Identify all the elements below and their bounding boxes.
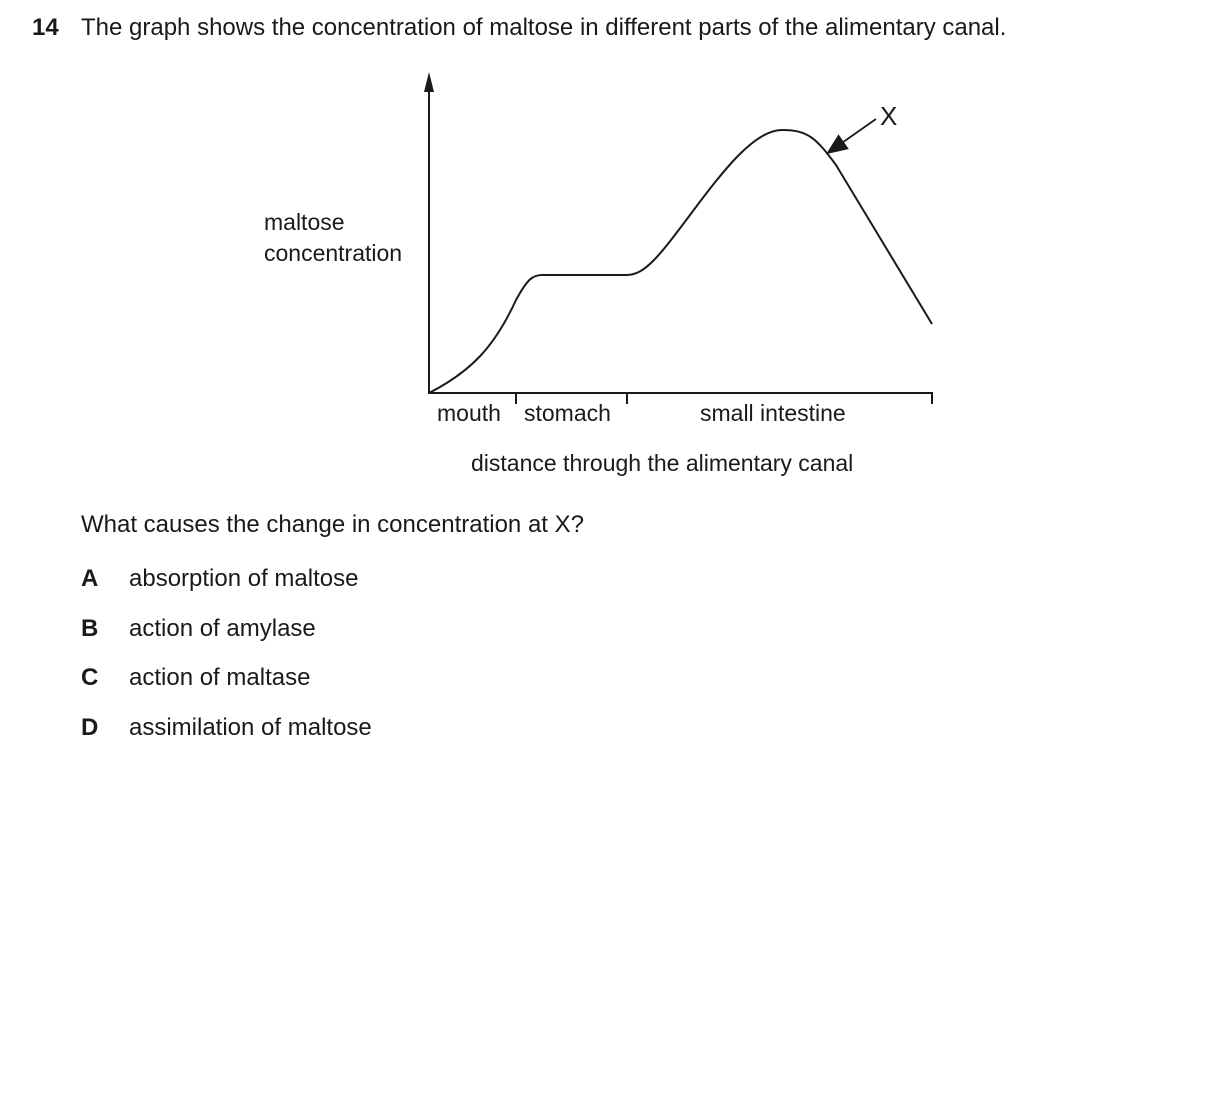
- question-stem: The graph shows the concentration of maltose in different parts of the alimentary canal.: [81, 14, 1007, 41]
- option-text: assimilation of maltose: [129, 714, 372, 741]
- y-axis-label-line2: concentration: [264, 240, 403, 266]
- x-axis-label: distance through the alimentary canal: [471, 450, 854, 476]
- y-axis-label: [264, 207, 402, 269]
- point-label-x: X: [880, 101, 898, 131]
- y-axis-label-line1: maltose: [264, 209, 345, 235]
- segment-label-small-intestine: small intestine: [700, 400, 846, 426]
- option-letter: B: [81, 615, 99, 642]
- option-text: absorption of maltose: [129, 565, 359, 592]
- option-d[interactable]: [81, 714, 372, 742]
- option-letter: C: [81, 664, 99, 691]
- question-number: 14: [32, 14, 59, 41]
- option-b[interactable]: [81, 615, 316, 643]
- x-pointer-arrow: [829, 119, 876, 152]
- segment-label-stomach: stomach: [524, 400, 611, 426]
- option-a[interactable]: [81, 565, 358, 593]
- question-prompt: What causes the change in concentration at X?: [81, 511, 584, 538]
- y-axis-arrow-icon: [424, 72, 434, 92]
- segment-label-mouth: mouth: [437, 400, 501, 426]
- concentration-curve: [429, 130, 932, 393]
- option-text: action of amylase: [129, 615, 316, 642]
- option-letter: A: [81, 565, 99, 592]
- option-c[interactable]: [81, 664, 310, 692]
- option-letter: D: [81, 714, 99, 741]
- option-text: action of maltase: [129, 664, 311, 691]
